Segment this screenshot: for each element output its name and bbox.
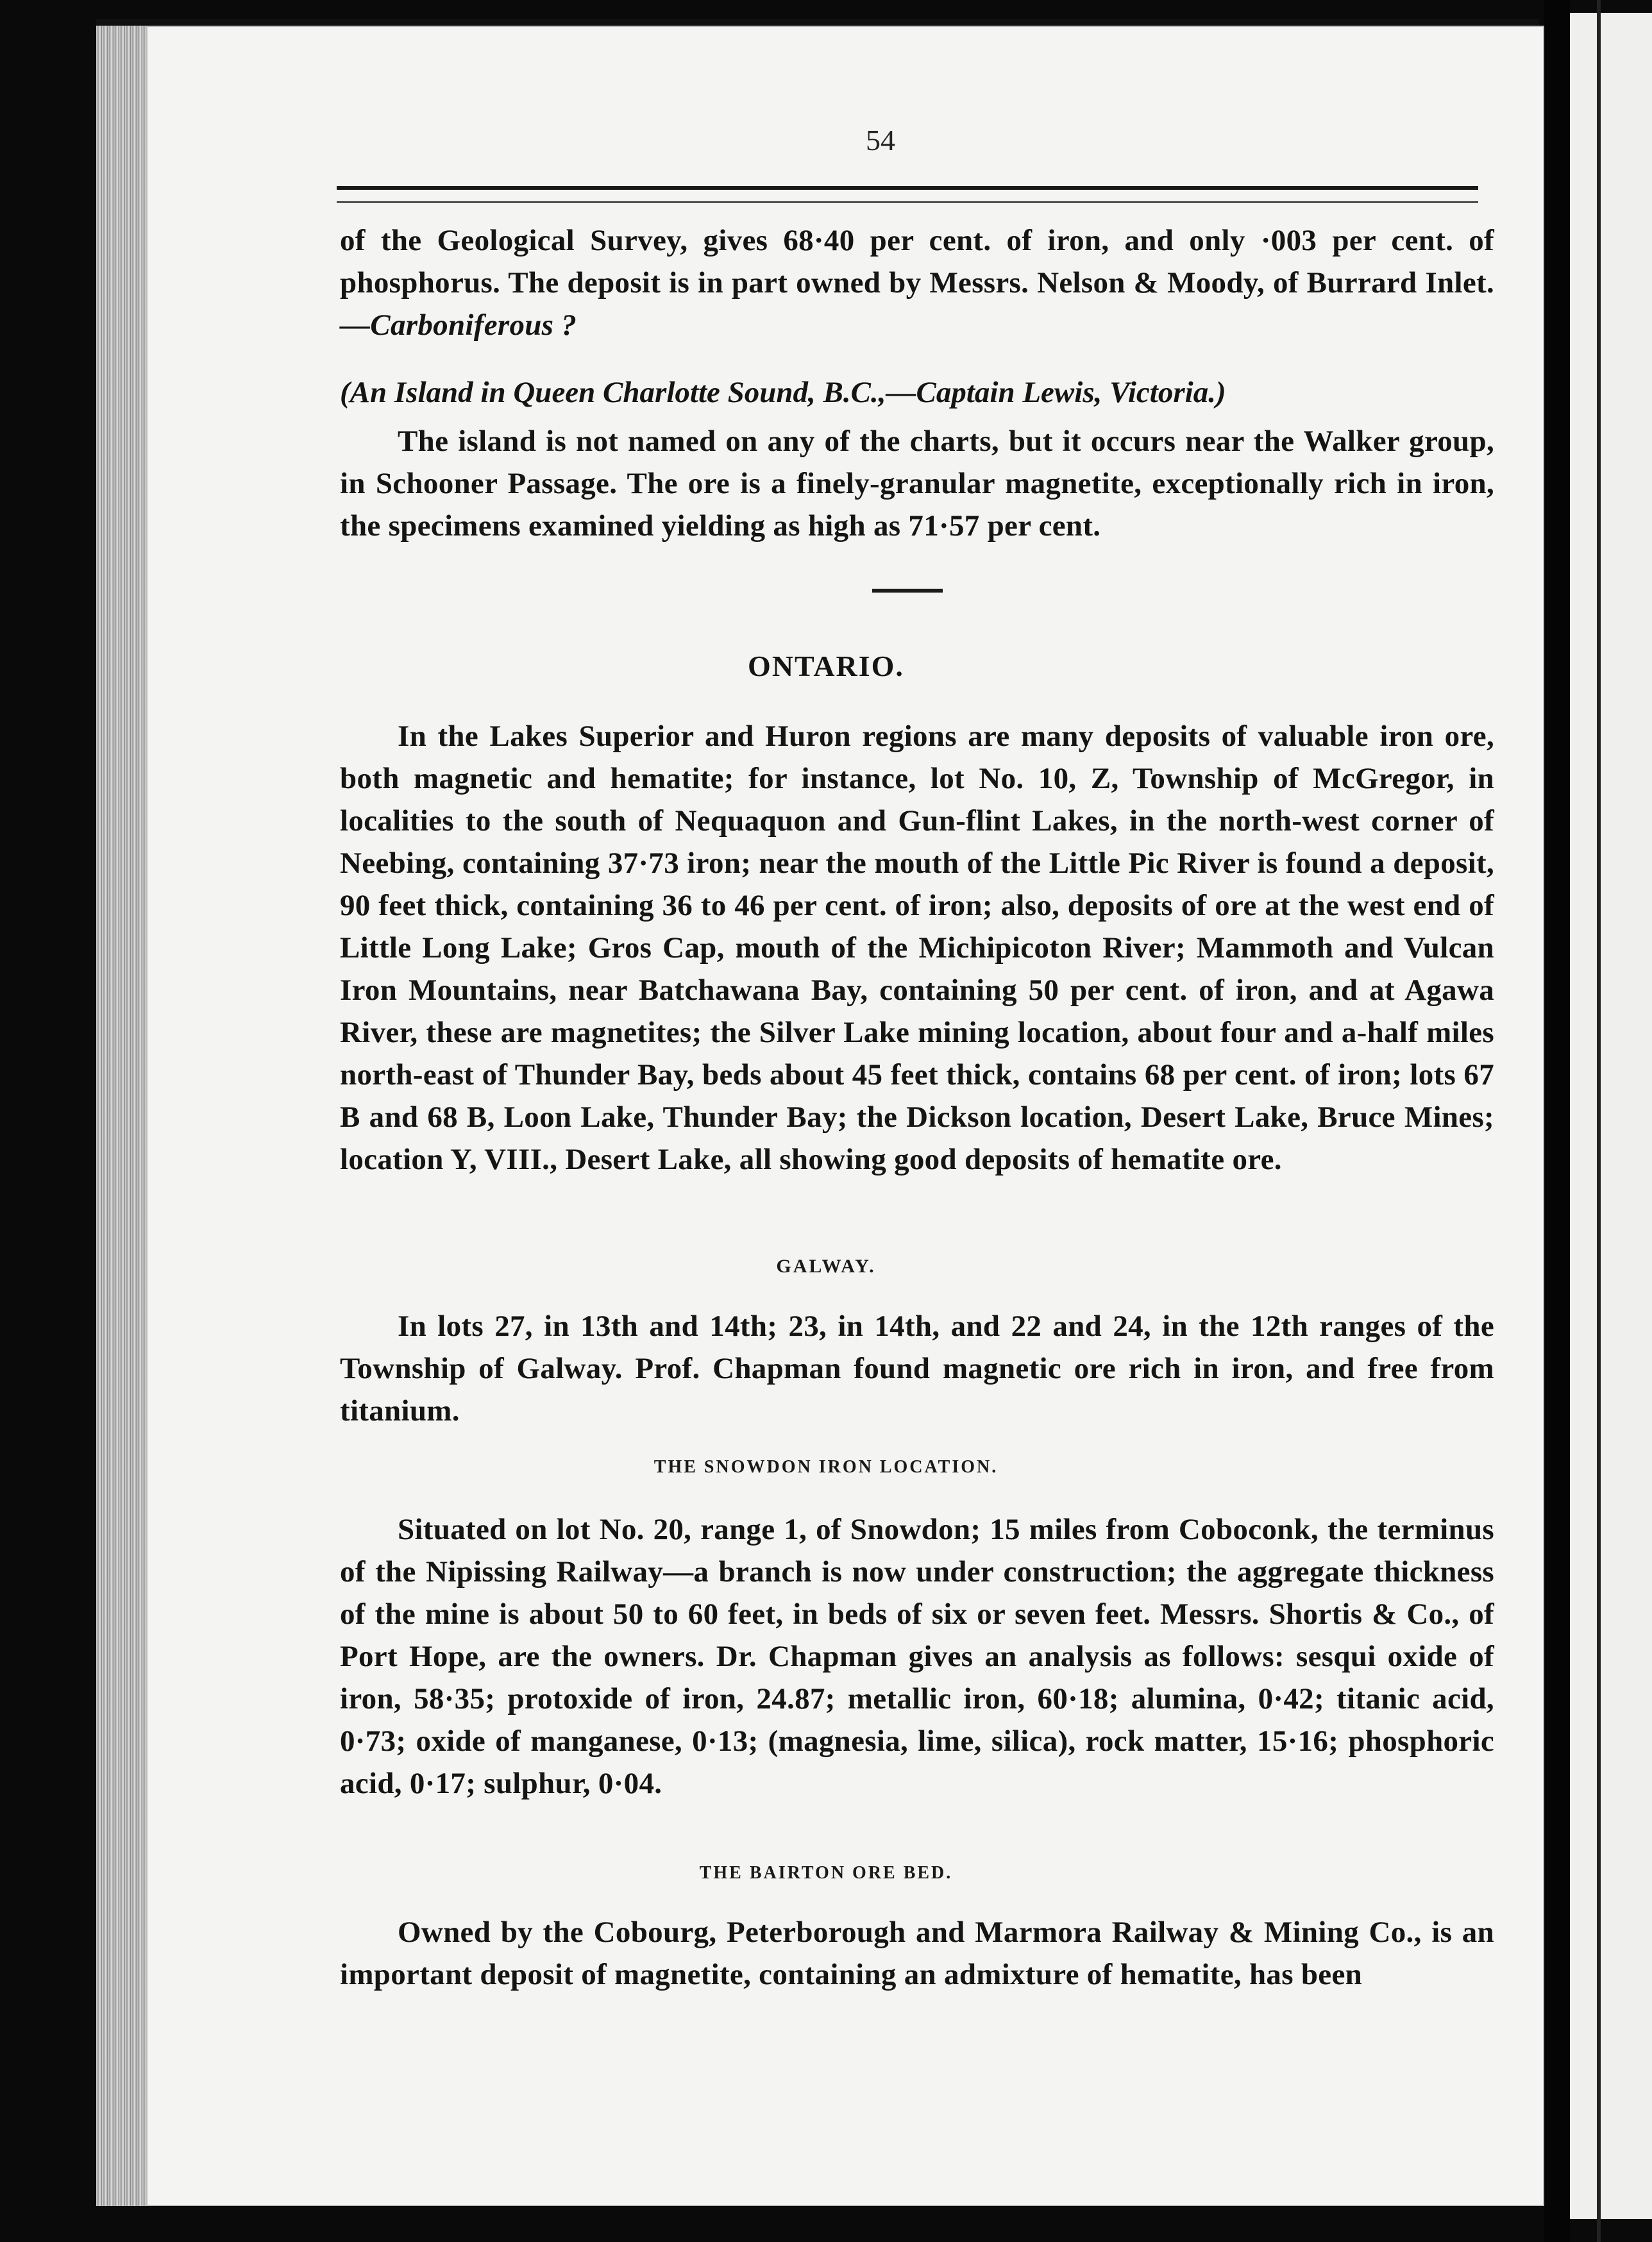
island-caption: (An Island in Queen Charlotte Sound, B.C.,—Captain Lewis, Victoria.): [340, 376, 1226, 409]
ontario-paragraph: In the Lakes Superior and Huron regions are many deposits of valuable iron ore, both magnetic and hematite; for instance, lot No. 10, Z, Township of McGregor, in localities to the south of Nequaquon and Gun-flint Lakes, in the north-west corner of Neebing, containing 37·73 iron; near the mouth of the Little Pic River is found a deposit, 90 feet thick, containing 36 to 46 per cent. of iron; also, deposits of ore at the west end of Little Long Lake; Gros Cap, mouth of the Michipicoton River; Mammoth and Vulcan Iron Mountains, near Batchawana Bay, containing 50 per cent. of iron, and at Agawa River, these are magnetites; the Silver Lake mining location, about four and a-half miles north-east of Thunder Bay, beds about 45 feet thick, contains 68 per cent. of iron; lots 67 B and 68 B, Loon Lake, Thunder Bay; the Dickson location, Desert Lake, Bruce Mines; location Y, VIII., Desert Lake, all showing good deposits of hematite ore.: [340, 720, 1494, 1176]
bairton-heading: THE BAIRTON ORE BED.: [699, 1863, 953, 1883]
galway-heading: GALWAY.: [776, 1256, 876, 1277]
ontario-heading: ONTARIO.: [748, 650, 904, 682]
bairton-paragraph: Owned by the Cobourg, Peterborough and Marmora Railway & Mining Co., is an important deposit of magnetite, containing an admixture of hematite, has been: [340, 1916, 1494, 1991]
section-divider: [872, 589, 943, 593]
continued-paragraph-text: of the Geological Survey, gives 68·40 per cent. of iron, and only ·003 per cent. of phosphorus. The deposit is in part owned by Messrs. Nelson & Moody, of Burrard Inlet.: [340, 224, 1494, 299]
continued-paragraph: [340, 219, 1494, 346]
next-page-edge: [1570, 13, 1652, 2219]
book-gutter: [1544, 0, 1570, 2242]
next-page-rule: [1597, 0, 1601, 2242]
snowdon-paragraph: Situated on lot No. 20, range 1, of Snowdon; 15 miles from Coboconk, the terminus of the Nipissing Railway—a branch is now under construction; the aggregate thickness of the mine is about 50 to 60 feet, in beds of six or seven feet. Messrs. Shortis & Co., of Port Hope, are the owners. Dr. Chapman gives an analysis as follows: sesqui oxide of iron, 58·35; protoxide of iron, 24.87; metallic iron, 60·18; alumina, 0·42; titanic acid, 0·73; oxide of manganese, 0·13; (magnesia, lime, silica), rock matter, 15·16; phosphoric acid, 0·17; sulphur, 0·04.: [340, 1513, 1494, 1800]
top-double-rule: [337, 186, 1478, 203]
galway-paragraph: In lots 27, in 13th and 14th; 23, in 14th, and 22 and 24, in the 12th ranges of the Township of Galway. Prof. Chapman found magnetic ore rich in iron, and free from titanium.: [340, 1310, 1494, 1428]
snowdon-heading: THE SNOWDON IRON LOCATION.: [653, 1457, 999, 1477]
island-paragraph: The island is not named on any of the charts, but it occurs near the Walker group, in Schooner Passage. The ore is a finely-granular magnetite, exceptionally rich in iron, the specimens examined yielding as high as 71·57 per cent.: [340, 425, 1494, 543]
continued-paragraph-italic: —Carboniferous ?: [340, 308, 577, 342]
page-number: 54: [866, 124, 895, 156]
